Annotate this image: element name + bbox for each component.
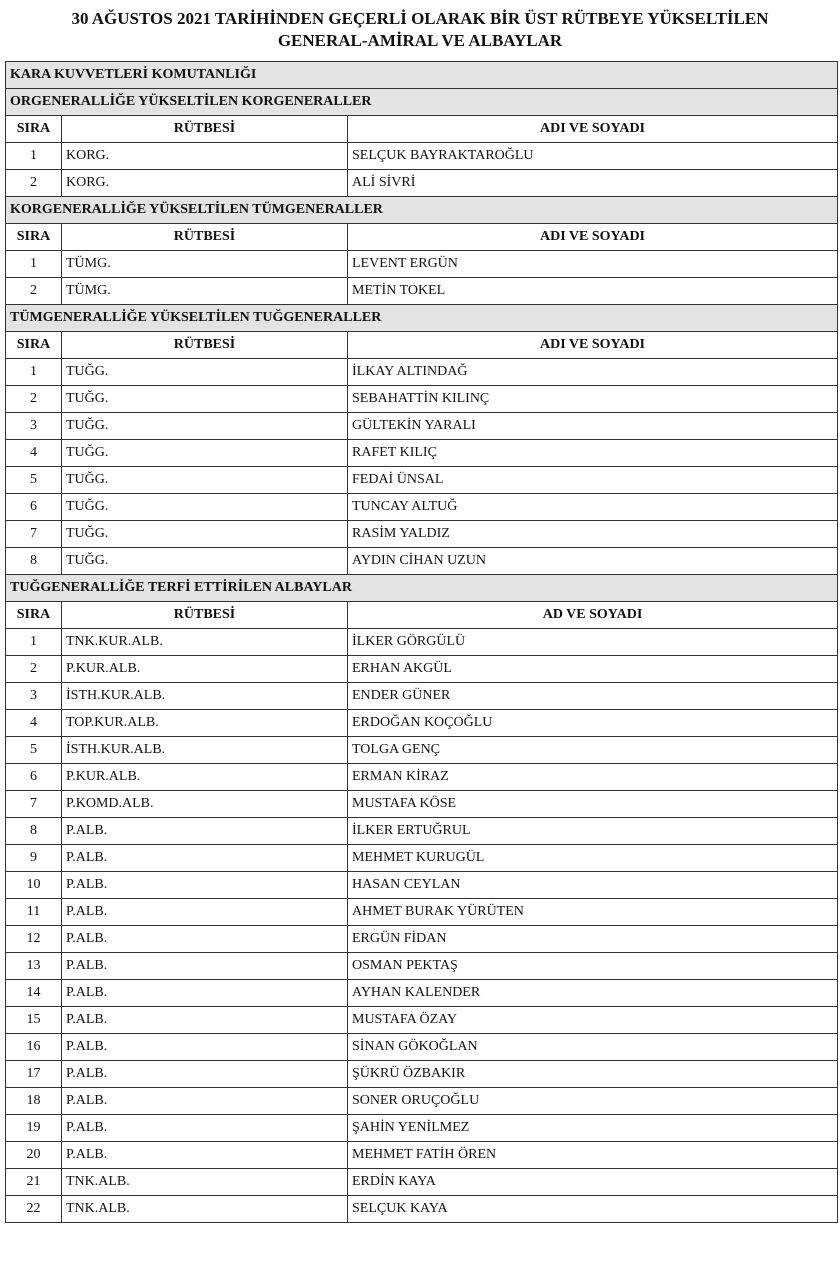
section-heading: TUĞGENERALLİĞE TERFİ ETTİRİLEN ALBAYLAR [6,575,838,602]
row-rank: TUĞG. [62,467,348,494]
table-row [6,1169,838,1196]
row-name: MEHMET FATİH ÖREN [348,1142,838,1169]
column-header-row [6,332,838,359]
command-heading: KARA KUVVETLERİ KOMUTANLIĞI [6,62,838,89]
column-header-name: ADI VE SOYADI [348,116,838,143]
table-row [6,440,838,467]
table-row [6,386,838,413]
row-rank: TNK.ALB. [62,1169,348,1196]
column-header-name: ADI VE SOYADI [348,224,838,251]
row-name: SELÇUK BAYRAKTAROĞLU [348,143,838,170]
table-row [6,1115,838,1142]
table-row [6,764,838,791]
table-row [6,737,838,764]
row-number: 8 [6,548,62,575]
row-rank: TUĞG. [62,494,348,521]
column-header-rutbesi: RÜTBESİ [62,602,348,629]
row-name: MUSTAFA ÖZAY [348,1007,838,1034]
row-name: ŞAHİN YENİLMEZ [348,1115,838,1142]
row-name: İLKAY ALTINDAĞ [348,359,838,386]
row-number: 6 [6,494,62,521]
row-number: 1 [6,251,62,278]
title-line-2: GENERAL-AMİRAL VE ALBAYLAR [277,31,563,50]
row-number: 8 [6,818,62,845]
column-header-name: AD VE SOYADI [348,602,838,629]
row-rank: TÜMG. [62,251,348,278]
section-heading-row [6,305,838,332]
column-header-sira: SIRA [6,332,62,359]
row-number: 22 [6,1196,62,1223]
section-heading-row [6,575,838,602]
table-row [6,251,838,278]
row-rank: TUĞG. [62,386,348,413]
table-row [6,359,838,386]
row-number: 5 [6,737,62,764]
row-rank: P.ALB. [62,1088,348,1115]
row-number: 4 [6,440,62,467]
row-number: 5 [6,467,62,494]
column-header-rutbesi: RÜTBESİ [62,332,348,359]
row-number: 2 [6,170,62,197]
document-title [0,0,840,50]
row-name: LEVENT ERGÜN [348,251,838,278]
row-rank: P.ALB. [62,980,348,1007]
table-row [6,791,838,818]
section-heading-row [6,89,838,116]
table-row [6,683,838,710]
row-rank: P.ALB. [62,899,348,926]
section-heading-row [6,197,838,224]
row-rank: TUĞG. [62,440,348,467]
row-name: İLKER ERTUĞRUL [348,818,838,845]
row-name: AYHAN KALENDER [348,980,838,1007]
row-number: 16 [6,1034,62,1061]
row-number: 9 [6,845,62,872]
row-number: 3 [6,413,62,440]
table-row [6,899,838,926]
row-name: ALİ SİVRİ [348,170,838,197]
column-header-row [6,116,838,143]
row-number: 19 [6,1115,62,1142]
row-rank: P.ALB. [62,845,348,872]
row-name: METİN TOKEL [348,278,838,305]
table-row [6,1142,838,1169]
table-row [6,1034,838,1061]
row-number: 2 [6,656,62,683]
row-rank: TNK.ALB. [62,1196,348,1223]
row-number: 14 [6,980,62,1007]
row-rank: İSTH.KUR.ALB. [62,737,348,764]
row-number: 1 [6,359,62,386]
command-row [6,62,838,89]
column-header-sira: SIRA [6,224,62,251]
row-number: 7 [6,521,62,548]
row-name: ERHAN AKGÜL [348,656,838,683]
row-number: 20 [6,1142,62,1169]
row-name: HASAN CEYLAN [348,872,838,899]
row-rank: TUĞG. [62,521,348,548]
table-row [6,1196,838,1223]
row-rank: TUĞG. [62,359,348,386]
column-header-row [6,224,838,251]
promotion-table-body [6,62,838,1223]
row-rank: KORG. [62,143,348,170]
row-name: RAFET KILIÇ [348,440,838,467]
row-rank: P.ALB. [62,1061,348,1088]
row-number: 21 [6,1169,62,1196]
row-number: 11 [6,899,62,926]
row-rank: P.KUR.ALB. [62,764,348,791]
table-row [6,1061,838,1088]
row-rank: P.ALB. [62,926,348,953]
row-name: AYDIN CİHAN UZUN [348,548,838,575]
row-name: ERDOĞAN KOÇOĞLU [348,710,838,737]
table-row [6,953,838,980]
table-row [6,1088,838,1115]
row-number: 17 [6,1061,62,1088]
row-number: 4 [6,710,62,737]
row-rank: TNK.KUR.ALB. [62,629,348,656]
table-row [6,818,838,845]
row-name: GÜLTEKİN YARALI [348,413,838,440]
row-name: İLKER GÖRGÜLÜ [348,629,838,656]
row-number: 13 [6,953,62,980]
row-name: FEDAİ ÜNSAL [348,467,838,494]
row-name: ŞÜKRÜ ÖZBAKIR [348,1061,838,1088]
row-rank: P.ALB. [62,1115,348,1142]
row-number: 6 [6,764,62,791]
row-rank: P.KOMD.ALB. [62,791,348,818]
promotion-table [5,61,838,1223]
row-name: SİNAN GÖKOĞLAN [348,1034,838,1061]
row-rank: TOP.KUR.ALB. [62,710,348,737]
title-line-1: 30 AĞUSTOS 2021 TARİHİNDEN GEÇERLİ OLARAK BİR ÜST RÜTBEYE YÜKSELTİLEN [71,9,769,28]
section-heading: ORGENERALLİĞE YÜKSELTİLEN KORGENERALLER [6,89,838,116]
row-number: 2 [6,278,62,305]
table-row [6,494,838,521]
row-rank: P.ALB. [62,872,348,899]
column-header-rutbesi: RÜTBESİ [62,224,348,251]
table-row [6,845,838,872]
row-name: OSMAN PEKTAŞ [348,953,838,980]
row-name: RASİM YALDIZ [348,521,838,548]
row-name: SONER ORUÇOĞLU [348,1088,838,1115]
table-row [6,1007,838,1034]
row-name: MEHMET KURUGÜL [348,845,838,872]
row-rank: P.ALB. [62,818,348,845]
table-row [6,926,838,953]
row-rank: TÜMG. [62,278,348,305]
table-row [6,872,838,899]
table-row [6,980,838,1007]
row-rank: İSTH.KUR.ALB. [62,683,348,710]
table-row [6,467,838,494]
row-rank: P.ALB. [62,1142,348,1169]
column-header-sira: SIRA [6,602,62,629]
row-rank: P.ALB. [62,1034,348,1061]
row-name: SELÇUK KAYA [348,1196,838,1223]
row-rank: P.KUR.ALB. [62,656,348,683]
row-name: ERDİN KAYA [348,1169,838,1196]
row-number: 10 [6,872,62,899]
row-name: TUNCAY ALTUĞ [348,494,838,521]
row-rank: KORG. [62,170,348,197]
table-row [6,548,838,575]
row-rank: P.ALB. [62,953,348,980]
table-row [6,143,838,170]
row-name: SEBAHATTİN KILINÇ [348,386,838,413]
row-number: 1 [6,629,62,656]
column-header-sira: SIRA [6,116,62,143]
row-number: 3 [6,683,62,710]
table-row [6,629,838,656]
table-row [6,278,838,305]
column-header-rutbesi: RÜTBESİ [62,116,348,143]
row-number: 18 [6,1088,62,1115]
table-row [6,656,838,683]
table-row [6,710,838,737]
row-name: ERGÜN FİDAN [348,926,838,953]
table-row [6,413,838,440]
row-rank: P.ALB. [62,1007,348,1034]
table-row [6,170,838,197]
row-number: 12 [6,926,62,953]
row-name: MUSTAFA KÖSE [348,791,838,818]
row-name: TOLGA GENÇ [348,737,838,764]
section-heading: KORGENERALLİĞE YÜKSELTİLEN TÜMGENERALLER [6,197,838,224]
column-header-row [6,602,838,629]
column-header-name: ADI VE SOYADI [348,332,838,359]
row-number: 1 [6,143,62,170]
row-number: 7 [6,791,62,818]
row-number: 2 [6,386,62,413]
row-name: AHMET BURAK YÜRÜTEN [348,899,838,926]
row-number: 15 [6,1007,62,1034]
row-name: ENDER GÜNER [348,683,838,710]
section-heading: TÜMGENERALLİĞE YÜKSELTİLEN TUĞGENERALLER [6,305,838,332]
row-rank: TUĞG. [62,413,348,440]
table-row [6,521,838,548]
row-name: ERMAN KİRAZ [348,764,838,791]
row-rank: TUĞG. [62,548,348,575]
